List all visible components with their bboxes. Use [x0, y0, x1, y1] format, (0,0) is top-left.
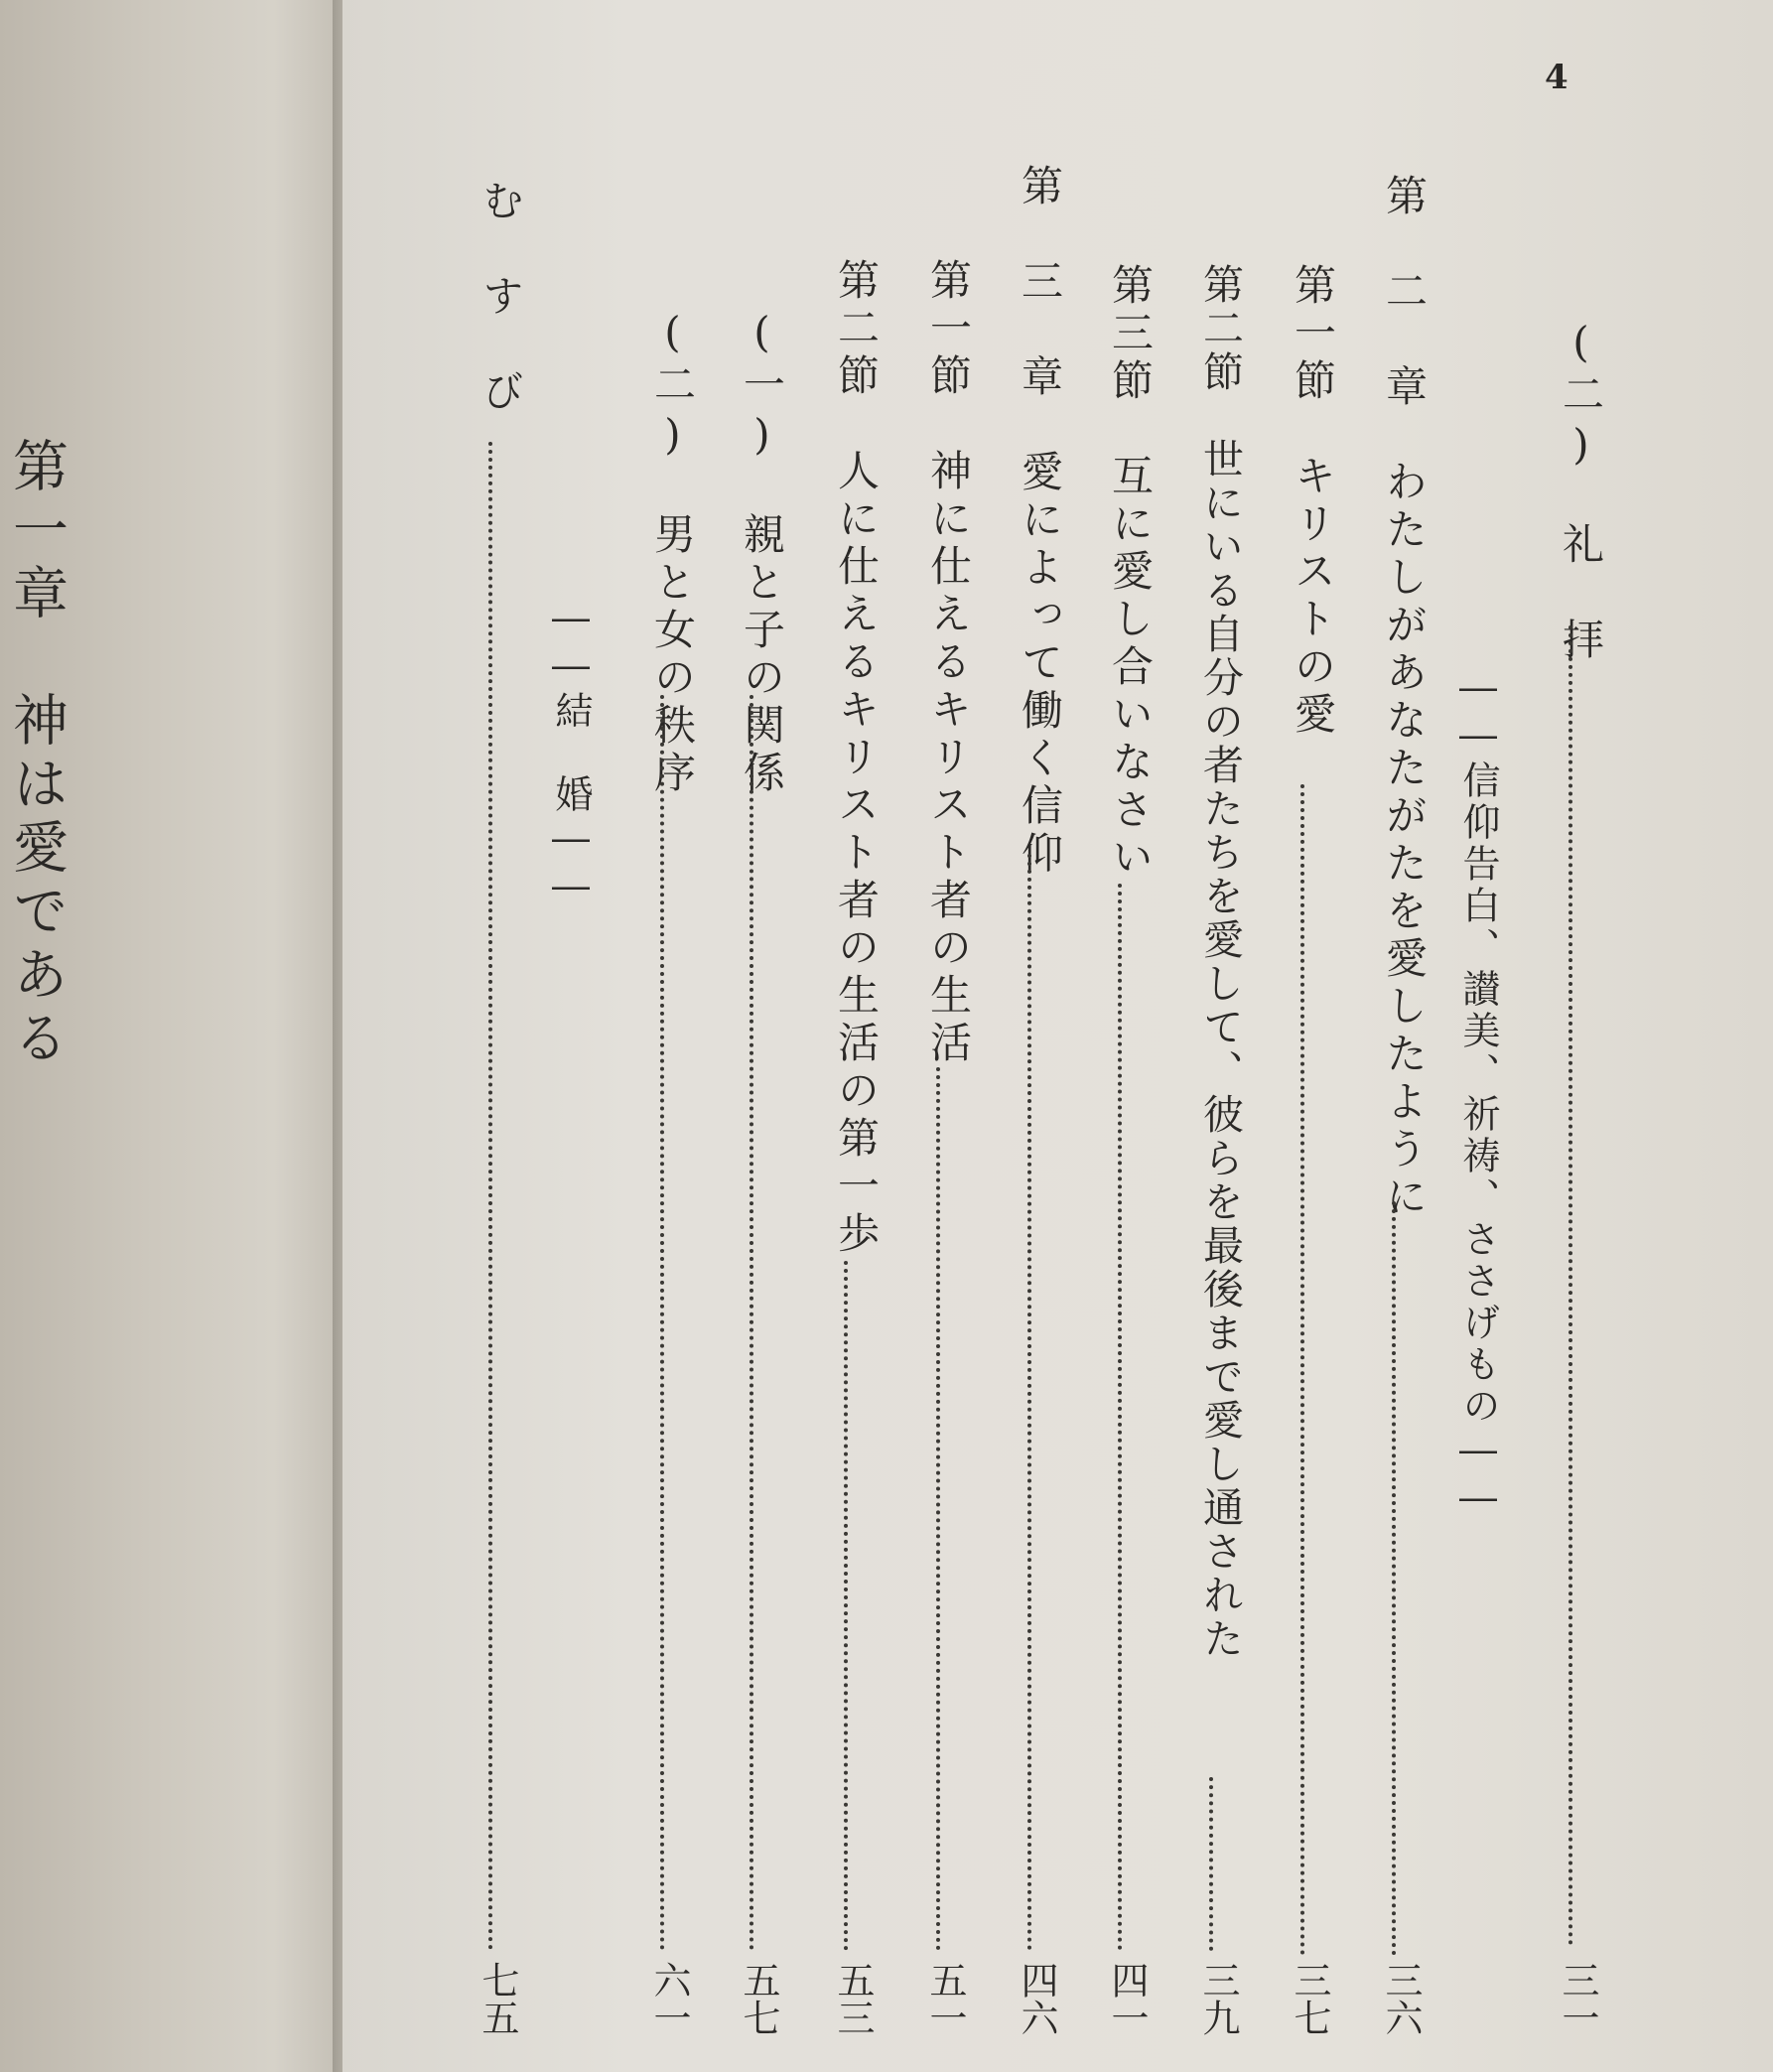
toc-entry — [1271, 0, 1340, 2072]
toc-entry-page: 三六 — [1379, 1961, 1423, 2036]
toc-entry-page: 六一 — [647, 1961, 691, 2036]
leader-dots — [660, 695, 664, 1951]
page-number: 4 — [1545, 58, 1568, 97]
toc-entry — [906, 0, 976, 2072]
toc-entry-page: 三七 — [1288, 1961, 1331, 2036]
toc-entry-label: 第二節 世にいる自分の者たちを愛して、彼らを最後まで愛し通された — [1196, 263, 1244, 1661]
toc-entry — [814, 0, 884, 2072]
toc-entry — [1088, 0, 1158, 2072]
toc-entry — [1362, 0, 1432, 2072]
toc-entry-label: 第一節 神に仕えるキリスト者の生活 — [924, 258, 973, 1068]
toc-entry-label: 第二節 人に仕えるキリスト者の生活の第一歩 — [832, 258, 881, 1259]
toc-entry-page: 三一 — [1556, 1961, 1599, 2036]
leader-dots — [1209, 1777, 1213, 1951]
toc-subtitle: ――結 婚―― — [549, 596, 593, 911]
leader-dots — [844, 1261, 848, 1951]
leader-dots — [1027, 854, 1031, 1951]
toc-entry — [459, 0, 528, 2072]
toc-entry — [998, 0, 1067, 2072]
toc-entry-label: 第 三 章 愛によって働く信仰 — [1016, 164, 1064, 879]
toc-entry-label: 第一節 キリストの愛 — [1289, 263, 1337, 740]
toc-subtitle: ――信仰告白、讃美、祈祷、ささげもの―― — [1456, 665, 1500, 1523]
toc-entry-page: 五七 — [737, 1961, 780, 2036]
toc-entry — [1179, 0, 1249, 2072]
toc-entry-page: 四一 — [1105, 1961, 1149, 2036]
leader-dots — [488, 442, 492, 1951]
toc-entry-page: 三九 — [1196, 1961, 1240, 2036]
leader-dots — [1118, 884, 1122, 1951]
toc-entry-label: む す び — [477, 179, 525, 417]
leader-dots — [750, 695, 753, 1951]
leader-dots — [1568, 625, 1572, 1946]
toc-entry — [1539, 0, 1608, 2072]
toc-entry-page: 七五 — [476, 1961, 519, 2036]
toc-entry — [720, 0, 789, 2072]
toc-entry-page: 四六 — [1015, 1961, 1058, 2036]
left-page — [0, 0, 342, 2072]
toc-entry-page: 五一 — [923, 1961, 967, 2036]
toc-entry-label: (二) 男と女の秩序 — [648, 308, 697, 798]
toc-entry-label: 第 二 章 わたしがあなたがたを愛したように — [1380, 174, 1429, 1222]
toc-entry — [630, 0, 700, 2072]
toc-entry-label: (一) 親と子の関係 — [738, 308, 786, 798]
toc-entry-label: 第三節 互に愛し合いなさい — [1106, 263, 1155, 883]
leader-dots — [936, 1067, 940, 1951]
leader-dots — [1300, 784, 1304, 1956]
leader-dots — [1392, 1201, 1396, 1956]
toc-entry-label: (二) 礼 拝 — [1557, 318, 1605, 665]
toc-entry-page: 五三 — [831, 1961, 875, 2036]
chapter-heading: 第一章 神は愛である — [4, 437, 68, 1072]
